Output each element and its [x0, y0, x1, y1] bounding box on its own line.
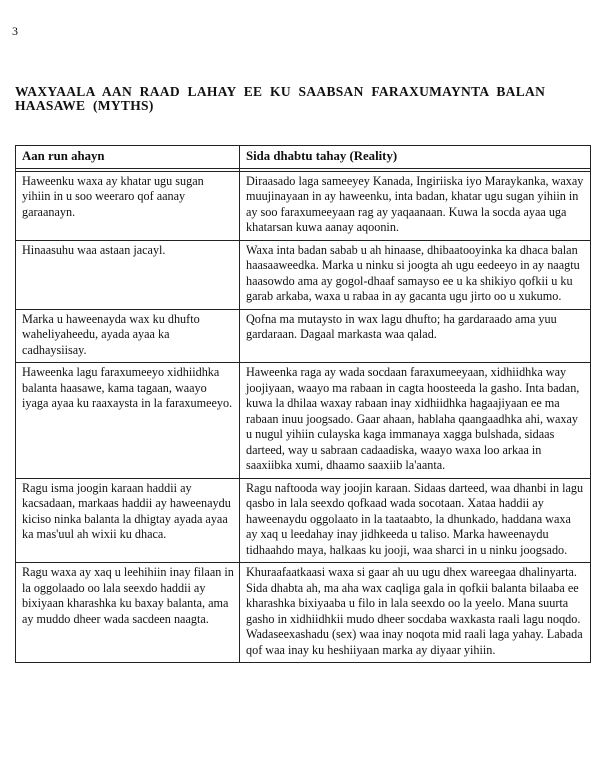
myths-reality-table [15, 145, 591, 663]
reality-cell: Haweenka raga ay wada socdaan faraxumeeyaan, xidhiidhka way joojiyaan, waayo ma rabaan in cagta hoosteeda la gasho. Inta badan, kuwa la dhilaa waxay rabaan inay xidhiidhka hagaajiyaan ee ma rabaan inuu joogsado. Gaar ahaan, hablaha qaangaadhka ahi, waxay u nugul yihiin culayska kaga immanaya xagga bulshada, sidaas darteed, way u sabraan cadaadiska, waayo waxa loo arkaa in saaxiibka xumi, dhaamo saaxiib la'aanta. [240, 363, 591, 479]
table-row [16, 309, 591, 363]
myth-cell: Marka u haweenayda wax ku dhufto waheliyaheedu, ayada ayaa ka cadhaysiisay. [16, 309, 240, 363]
header-myth: Aan run ahayn [16, 146, 240, 169]
table-row [16, 171, 591, 240]
myth-cell: Haweenku waxa ay khatar ugu sugan yihiin in u soo weeraro qof aanay garaanayn. [16, 171, 240, 240]
table-row [16, 363, 591, 479]
myth-cell: Hinaasuhu waa astaan jacayl. [16, 240, 240, 309]
reality-cell: Ragu naftooda way joojin karaan. Sidaas darteed, waa dhanbi in lagu qasbo in lala seexdo qofkaad wada socotaan. Xataa haddii ay haweenaydu oggolaato in la taataabto, la dhunkado, haddana waxa ay xaq u leedahay inay jidhkeeda u taliso. Marka haweenaydu tidhaahdo maya, halkaas ku jooji, waa sharci in u ninku joogsado. [240, 478, 591, 563]
table-row [16, 478, 591, 563]
myth-cell: Haweenka lagu faraxumeeyo xidhiidhka balanta haasawe, kama tagaan, waayo iyaga ayaa ku raaxaysta in la faraxumeeyo. [16, 363, 240, 479]
table-header-row [16, 146, 591, 169]
document-title: WAXYAALA AAN RAAD LAHAY EE KU SAABSAN FARAXUMAYNTA BALAN HAASAWE (MYTHS) [15, 84, 546, 113]
table-row [16, 563, 591, 663]
header-reality: Sida dhabtu tahay (Reality) [240, 146, 591, 169]
reality-cell: Diraasado laga sameeyey Kanada, Ingiriiska iyo Maraykanka, waxay muujinayaan in ay haweenku, inta badan, khatar ugu sugan yihiin in ay soo faraxumeeyaan rag ay yaqaanaan. Kuwa la socda ayaa uga khatarsan kuwa aanay aqoonin. [240, 171, 591, 240]
reality-cell: Waxa inta badan sabab u ah hinaase, dhibaatooyinka ka dhaca balan haasaaweedka. Marka u ninku si joogta ah ugu eedeeyo in ay naagtu haasowdo ama ay gogol-dhaaf samayso ee u ka shikiyo qofkii u ku garab arkaba, waxa u rabaa in ay gacanta ugu jirto oo u xukumo. [240, 240, 591, 309]
myth-cell: Ragu isma joogin karaan haddii ay kacsadaan, markaas haddii ay haweenaydu kiciso ninka balanta la dhigtay ayada ayaa ka mas'uul ah wixii ku dhaca. [16, 478, 240, 563]
myth-cell: Ragu waxa ay xaq u leehihiin inay filaan in la oggolaado oo lala seexdo haddii ay bixiyaan kharashka ku baxay balanta, ama ay muddo dheer wada sacdeen naagta. [16, 563, 240, 663]
reality-cell: Khuraafaatkaasi waxa si gaar ah uu ugu dhex wareegaa dhalinyarta. Sida dhabta ah, ma aha wax caqliga gala in qofkii balanta bilaaba ee kharashka bixiyaaba u filo in lala seexdo oo la yeelo. Mana suurta gasho in xidhiidhkii mudo dheer socdaba waxkasta raali lagu noqdo. Wadaseexashadu (sex) waa inay noqota mid raali laga yahay. Labada qof waa inay ku heshiiyaan marka ay diyaar yihiin. [240, 563, 591, 663]
table-row [16, 240, 591, 309]
reality-cell: Qofna ma mutaysto in wax lagu dhufto; ha gardaraado ama yuu gardaraan. Dagaal markasta waa qalad. [240, 309, 591, 363]
page-number: 3 [12, 24, 18, 38]
